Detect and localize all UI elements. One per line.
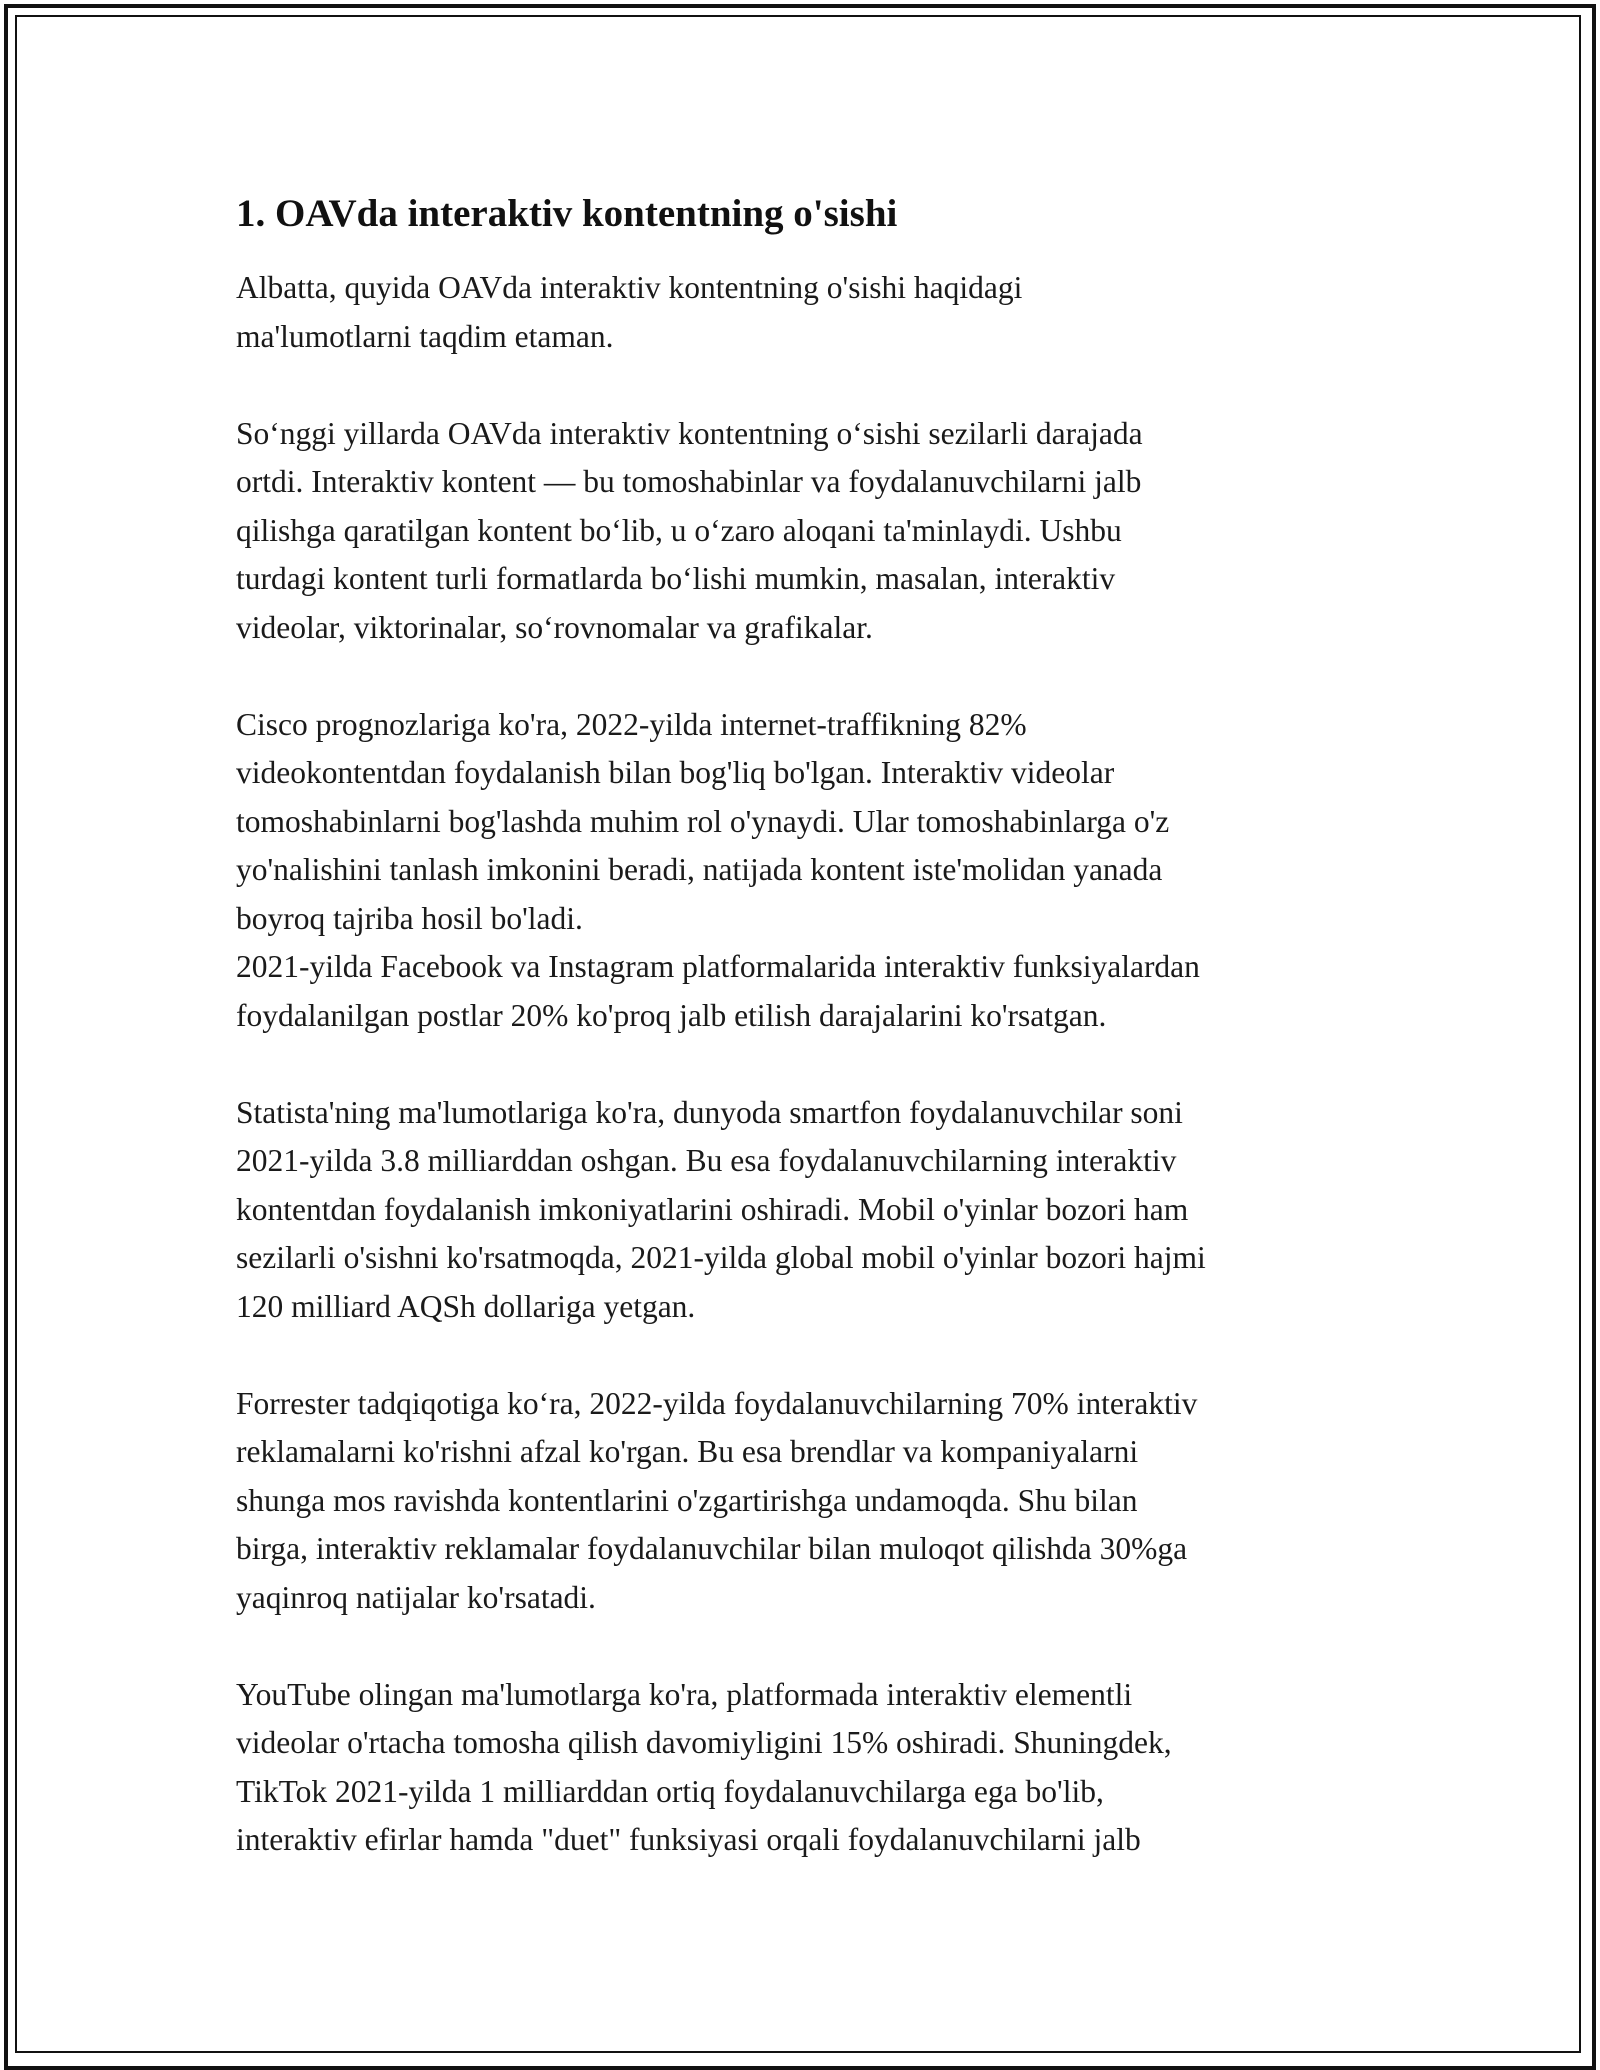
document-title: 1. OAVda interaktiv kontentning o'sishi	[236, 192, 898, 235]
paragraph-growth: Soʻnggi yillarda OAVda interaktiv kontentning oʻsishi sezilarli darajada ortdi. Interaktiv kontent — bu tomoshabinlar va foydalanuvchilarni jalb qilishga qaratilgan kontent boʻlib, u oʻzaro aloqani ta'minlaydi. Ushbu turdagi kontent turli formatlarda boʻlishi mumkin, masalan, interaktiv videolar, viktorinalar, soʻrovnomalar va grafikalar.	[236, 415, 1143, 645]
paragraph-facebook-instagram: 2021-yilda Facebook va Instagram platformalarida interaktiv funksiyalardan foydalanilgan postlar 20% ko'proq jalb etilish darajalarini ko'rsatgan.	[236, 949, 1200, 1033]
paragraph-forrester: Forrester tadqiqotiga koʻra, 2022-yilda foydalanuvchilarning 70% interaktiv reklamalarni ko'rishni afzal ko'rgan. Bu esa brendlar va kompaniyalarni shunga mos ravishda kontentlarini o'zgartirishga undamoqda. Shu bilan birga, interaktiv reklamalar foydalanuvchilar bilan muloqot qilishda 30%ga yaqinroq natijalar ko'rsatadi.	[236, 1385, 1198, 1615]
paragraph-statista: Statista'ning ma'lumotlariga ko'ra, dunyoda smartfon foydalanuvchilar soni 2021-yilda 3.8 milliarddan oshgan. Bu esa foydalanuvchilarning interaktiv kontentdan foydalanish imkoniyatlarini oshiradi. Mobil o'yinlar bozori ham sezilarli o'sishni ko'rsatmoqda, 2021-yilda global mobil o'yinlar bozori hajmi 120 milliard AQSh dollariga yetgan.	[236, 1094, 1206, 1324]
paragraph-cisco: Cisco prognozlariga ko'ra, 2022-yilda internet-traffikning 82% videokontentdan foydalanish bilan bog'liq bo'lgan. Interaktiv videolar tomoshabinlarni bog'lashda muhim rol o'ynaydi. Ular tomoshabinlarga o'z yo'nalishini tanlash imkonini beradi, natijada kontent iste'molidan yanada boyroq tajriba hosil bo'ladi.	[236, 706, 1170, 936]
paragraph-intro: Albatta, quyida OAVda interaktiv kontentning o'sishi haqidagi ma'lumotlarni taqdim etaman.	[236, 270, 1023, 354]
paragraph-youtube-tiktok: YouTube olingan ma'lumotlarga ko'ra, platformada interaktiv elementli videolar o'rtacha tomosha qilish davomiyligini 15% oshiradi. Shuningdek, TikTok 2021-yilda 1 milliarddan ortiq foydalanuvchilarga ega bo'lib, interaktiv efirlar hamda "duet" funksiyasi orqali foydalanuvchilarni jalb	[236, 1676, 1172, 1857]
document-body	[236, 186, 1386, 1865]
